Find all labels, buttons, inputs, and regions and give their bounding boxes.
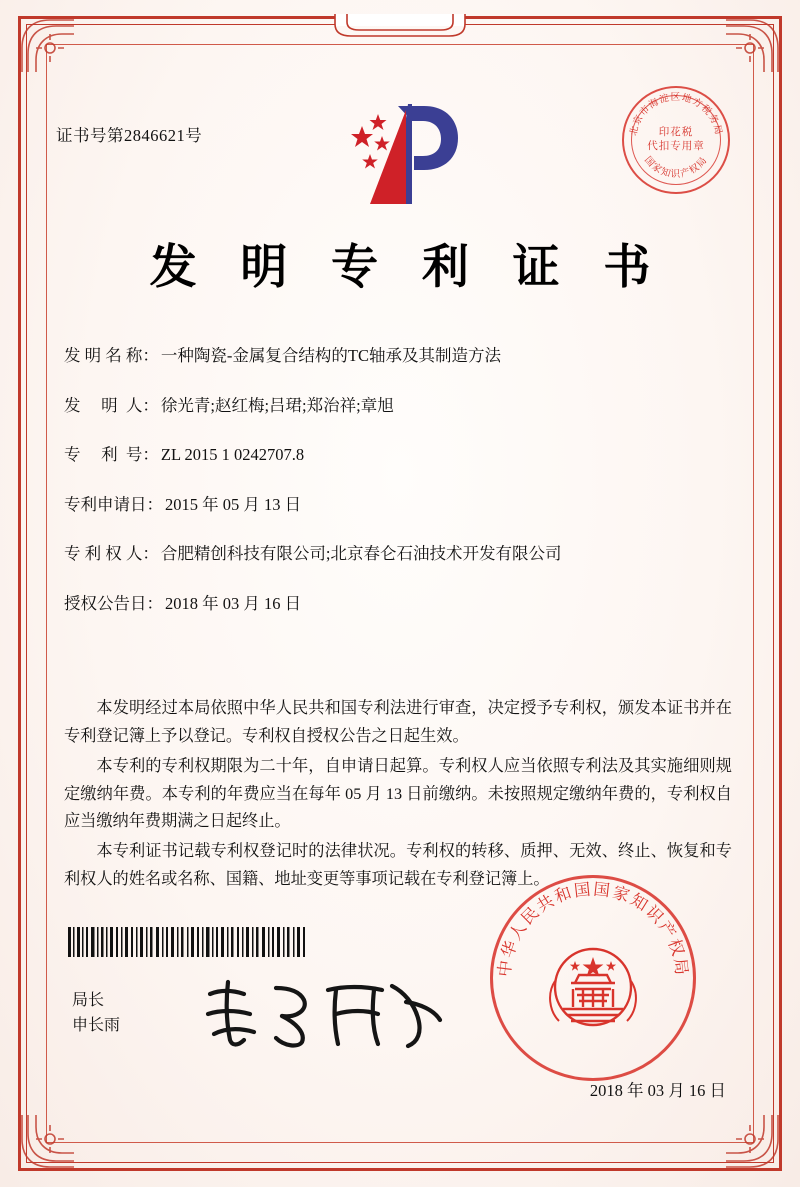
tax-stamp [622,86,730,194]
field-patent-number [64,443,736,466]
field-label: 专利申请日： [64,494,163,514]
certificate-content [46,44,754,1143]
paragraph: 本专利证书记载专利权登记时的法律状况。专利权的转移、质押、无效、终止、恢复和专利权人的姓名或名称、国籍、地址变更等事项记载在专利登记簿上。 [64,842,732,889]
issue-date: 2018 年 03 月 16 日 [589,1081,726,1100]
field-value: 一种陶瓷-金属复合结构的TC轴承及其制造方法 [160,346,501,365]
tax-stamp-line1: 印花税 [658,126,694,138]
tax-stamp-line2: 代扣专用章 [647,141,705,152]
handwritten-signature [196,974,446,1054]
signature-name: 申长雨 [72,1016,121,1034]
field-value: 2015 年 05 月 13 日 [165,494,302,514]
field-patentee [64,542,736,565]
field-value: 2018 年 03 月 16 日 [165,593,302,613]
field-inventors [64,394,736,417]
page-title: 发 明 专 利 证 书 [149,242,667,294]
field-label: 专 利 权 人： [64,544,159,564]
field-value: 徐光青;赵红梅;吕珺;郑治祥;章旭 [160,395,394,415]
signature-block [72,989,120,1039]
official-seal [490,875,696,1081]
field-value: ZL 2015 1 0242707.8 [160,445,305,465]
field-label: 专 利 号： [64,445,159,465]
svg-text:国家知识产权局: 国家知识产权局 [641,155,711,180]
field-label: 授权公告日： [64,593,163,613]
field-label: 发 明 人： [64,395,159,415]
field-label: 发 明 名 称： [64,346,159,365]
barcode [68,927,308,957]
field-value: 合肥精创科技有限公司;北京春仑石油技术开发有限公司 [160,544,562,564]
tax-stamp-center [622,126,730,154]
paragraph: 本专利的专利权期限为二十年，自申请日起算。专利权人应当依照专利法及其实施细则规定缴纳年费。本专利的年费应当在每年 05 月 13 日前缴纳。未按照规定缴纳年费的，专利权自应当缴纳年费期满之日起终止。 [64,756,732,831]
paragraph: 本发明经过本局依照中华人民共和国专利法进行审查，决定授予专利权，颁发本证书并在专利登记簿上予以登记。专利权自授权公告之日起生效。 [64,699,732,745]
field-grant-date [64,592,736,615]
svg-text:北京市海淀区地方税务局: 北京市海淀区地方税务局 [629,93,723,137]
field-list [64,344,736,642]
field-application-date [64,493,736,516]
legal-text [64,695,732,896]
sipo-logo-icon [320,100,480,210]
signature-role: 局长 [72,992,105,1009]
seal-arc-text: 中华人民共和国国家知识产权局 [494,879,692,978]
national-emblem-icon [550,949,636,1025]
certificate-number: 证书号第2846621号 [56,126,203,145]
field-invention-name [64,344,736,367]
